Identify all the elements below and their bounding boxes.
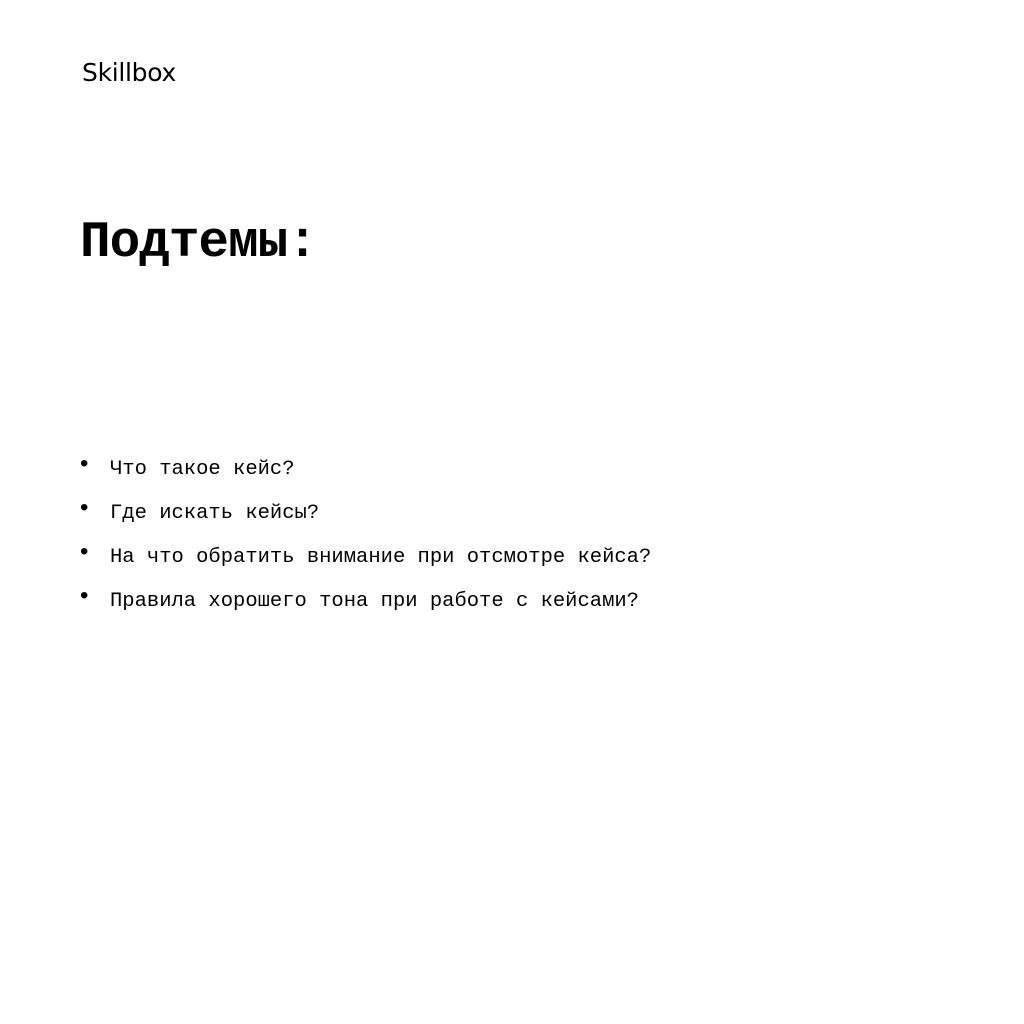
topic-text: На что обратить внимание при отсмотре кейса?: [110, 546, 652, 569]
topic-text: Правила хорошего тона при работе с кейсами?: [110, 590, 639, 613]
bullet-icon: •: [80, 582, 89, 609]
brand-logo-text: Skillbox: [82, 58, 176, 87]
bullet-icon: •: [80, 450, 89, 477]
bullet-icon: •: [80, 494, 89, 521]
topic-text: Где искать кейсы?: [110, 502, 320, 525]
topic-list: [80, 450, 652, 631]
topic-item: [80, 582, 651, 631]
slide-title: Подтемы:: [80, 215, 317, 272]
topic-text: Что такое кейс?: [110, 458, 295, 481]
topic-item: [80, 494, 651, 543]
bullet-icon: •: [80, 538, 89, 565]
topic-item: [80, 538, 652, 587]
topic-item: [80, 450, 651, 499]
